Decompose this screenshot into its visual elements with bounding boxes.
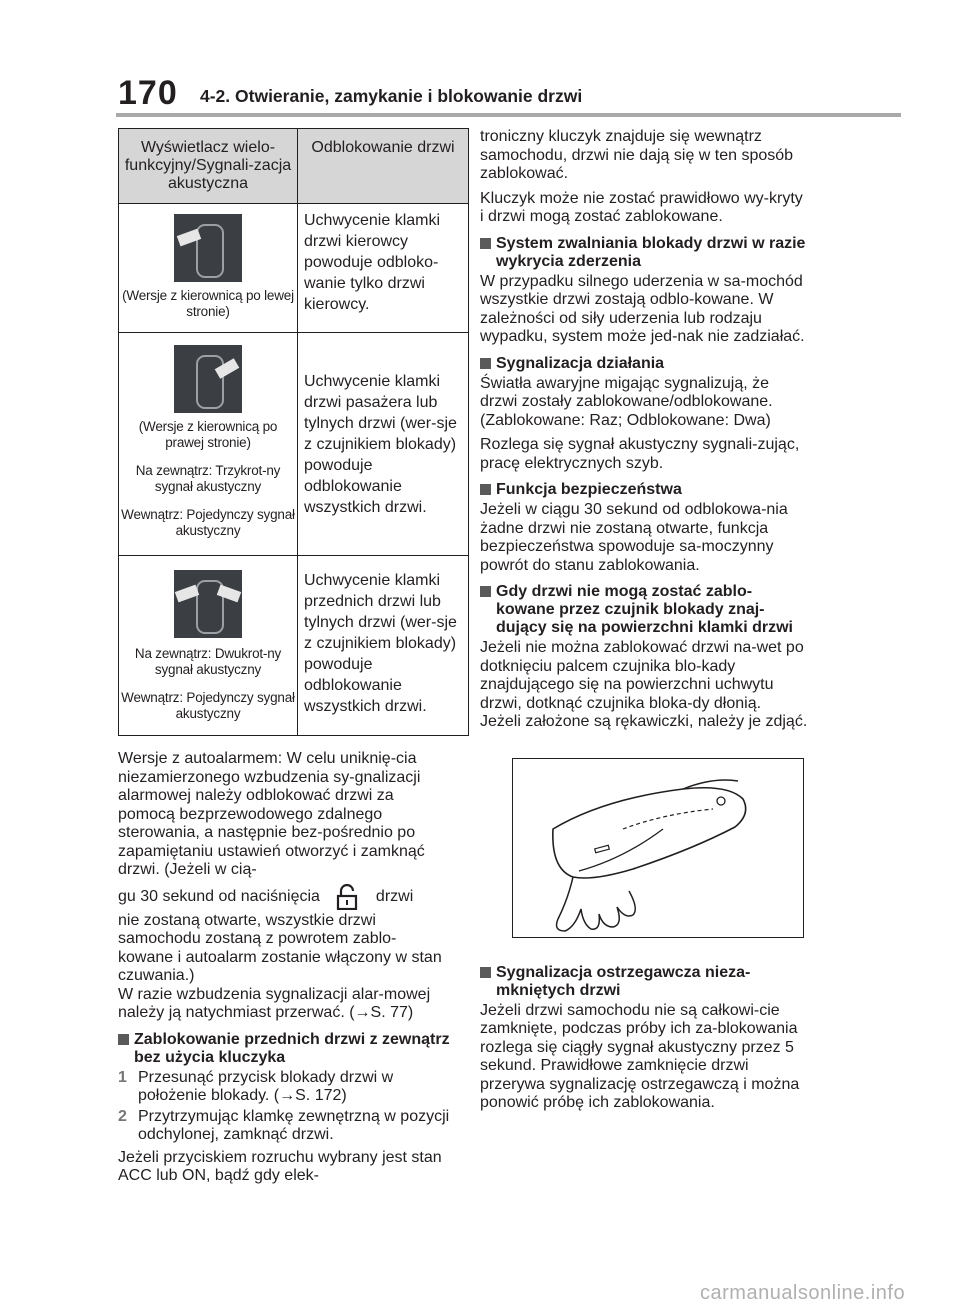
- caption: (Wersje z kierownicą po prawej stronie): [138, 419, 278, 450]
- table-row: [119, 333, 469, 556]
- paragraph: Jeżeli w ciągu 30 sekund od odblokowa-nia żadne drzwi nie zostaną otwarte, funkcja bezpieczeństwa spowoduje sa-moczynny powrót do stanu zablokowania.: [480, 501, 788, 574]
- subheading: Funkcja bezpieczeństwa: [480, 481, 810, 499]
- caption: Na zewnątrz: Trzykrot-ny sygnał akustyczny: [135, 463, 281, 494]
- passenger-door-icon: [174, 345, 242, 413]
- caption: Wewnątrz: Pojedynczy sygnał akustyczny: [121, 690, 295, 721]
- paragraph: Światła awaryjne migając sygnalizują, że drzwi zostały zablokowane/odblokowane. (Zablokowane: Raz; Odblokowane: Dwa): [480, 374, 773, 429]
- unlock-icon: [336, 884, 358, 910]
- table-row: [119, 204, 469, 333]
- subheading: Zablokowanie przednich drzwi z zewnątrz bez użycia kluczyka: [118, 1031, 450, 1067]
- paragraph: Jeżeli założone są rękawiczki, należy je zdjąć.: [480, 713, 808, 730]
- unlock-table: [118, 128, 469, 736]
- right-column: [480, 128, 810, 1113]
- left-column: [118, 128, 457, 1186]
- bullet-square-icon: [480, 967, 491, 978]
- caption: Na zewnątrz: Dwukrot-ny sygnał akustyczny: [134, 646, 282, 677]
- table-row: [119, 556, 469, 736]
- section-title: 4-2. Otwieranie, zamykanie i blokowanie drzwi: [200, 86, 583, 106]
- table-cell-desc: Uchwycenie klamki przednich drzwi lub tylnych drzwi (wer-sje z czujnikiem blokady) powoduje odblokowanie wszystkich drzwi.: [298, 556, 469, 736]
- paragraph: W razie wzbudzenia sygnalizacji alar-mowej należy ją natychmiast przerwać. (→S. 77): [118, 985, 431, 1022]
- all-doors-icon: [174, 570, 242, 638]
- page-header: [0, 0, 960, 120]
- table-cell-icon: [119, 204, 298, 333]
- paragraph: Wersje z autoalarmem: W celu uniknię-cia niezamierzonego wzbudzenia sy-gnalizacji alarmowej należy odblokować drzwi za pomocą bezprzewodowego zdalnego sterowania, a następnie bez-pośrednio po zapamiętaniu ustawień otworzyć i zamknąć drzwi. (Jeżeli w cią-: [118, 750, 425, 878]
- paragraph: nie zostaną otwarte, wszystkie drzwi samochodu zostaną z powrotem zablo-kowane i autoalarm zostanie włączony w stan czuwania.): [118, 911, 442, 985]
- paragraph: gu 30 sekund od naciśnięcia drzwi: [118, 884, 450, 910]
- subheading: Sygnalizacja ostrzegawcza nieza-mkniętych drzwi: [480, 964, 810, 1000]
- step-item: 1 Przesunąć przycisk blokady drzwi w położenie blokady. (→S. 172): [118, 1068, 394, 1105]
- subheading: Sygnalizacja działania: [480, 355, 810, 373]
- paragraph: Kluczyk może nie zostać prawidłowo wy-kryty i drzwi mogą zostać zablokowane.: [480, 189, 803, 225]
- bullet-square-icon: [480, 484, 491, 495]
- bullet-square-icon: [118, 1034, 129, 1045]
- door-handle-illustration: [512, 758, 804, 938]
- header-divider: [116, 113, 901, 117]
- table-cell-icon: [119, 333, 298, 556]
- paragraph: troniczny kluczyk znajduje się wewnątrz samochodu, drzwi nie dają się w ten sposób zablokować.: [480, 128, 794, 182]
- table-cell-desc: Uchwycenie klamki drzwi pasażera lub tylnych drzwi (wer-sje z czujnikiem blokady) powoduje odblokowanie wszystkich drzwi.: [298, 333, 469, 556]
- table-header-row: [119, 129, 469, 204]
- bullet-square-icon: [480, 586, 491, 597]
- caption: Wewnątrz: Pojedynczy sygnał akustyczny: [121, 507, 295, 538]
- paragraph: Rozlega się sygnał akustyczny sygnali-zując, pracę elektrycznych szyb.: [480, 436, 800, 472]
- paragraph: Jeżeli przyciskiem rozruchu wybrany jest stan ACC lub ON, bądź gdy elek-: [118, 1148, 442, 1185]
- paragraph: Jeżeli nie można zablokować drzwi na-wet po dotknięciu palcem czujnika blo-kady znajdującego się na powierzchni uchwytu drzwi, dotknąć czujnika bloka-dy dłonią.: [480, 639, 804, 712]
- hand-on-handle-icon: [513, 759, 803, 937]
- caption: (Wersje z kierownicą po lewej stronie): [122, 288, 294, 319]
- table-cell-desc: Uchwycenie klamki drzwi kierowcy powoduje odbloko-wanie tylko drzwi kierowcy.: [298, 204, 469, 333]
- paragraph: W przypadku silnego uderzenia w sa-mochód wszystkie drzwi zostają odblo-kowane. W zależności od siły uderzenia lub rodzaju wypadku, system może jed-nak nie zadziałać.: [480, 272, 805, 345]
- driver-door-icon: [174, 214, 242, 282]
- bullet-square-icon: [480, 238, 491, 249]
- paragraph: Jeżeli drzwi samochodu nie są całkowi-cie zamknięte, podczas próby ich za-blokowania rozlega się ciągły sygnał akustyczny przez 5 sekund. Prawidłowe zamknięcie drzwi przerywa sygnalizację ostrzegawczą i można ponowić próbę ich zablokowania.: [480, 1001, 800, 1111]
- subheading: System zwalniania blokady drzwi w razie wykrycia zderzenia: [480, 235, 810, 271]
- bullet-square-icon: [480, 358, 491, 369]
- table-header-unlock: Odblokowanie drzwi: [298, 129, 469, 204]
- table-cell-icon: [119, 556, 298, 736]
- table-header-display: Wyświetlacz wielo-funkcyjny/Sygnali-zacja akustyczna: [119, 129, 298, 204]
- page-number: 170: [118, 74, 178, 112]
- watermark: carmanualsonline.info: [700, 1282, 906, 1304]
- subheading: Gdy drzwi nie mogą zostać zablo-kowane przez czujnik blokady znaj-dujący się na powierzchni klamki drzwi: [480, 583, 810, 637]
- step-item: 2 Przytrzymując klamkę zewnętrzną w pozycji odchylonej, zamknąć drzwi.: [118, 1107, 450, 1144]
